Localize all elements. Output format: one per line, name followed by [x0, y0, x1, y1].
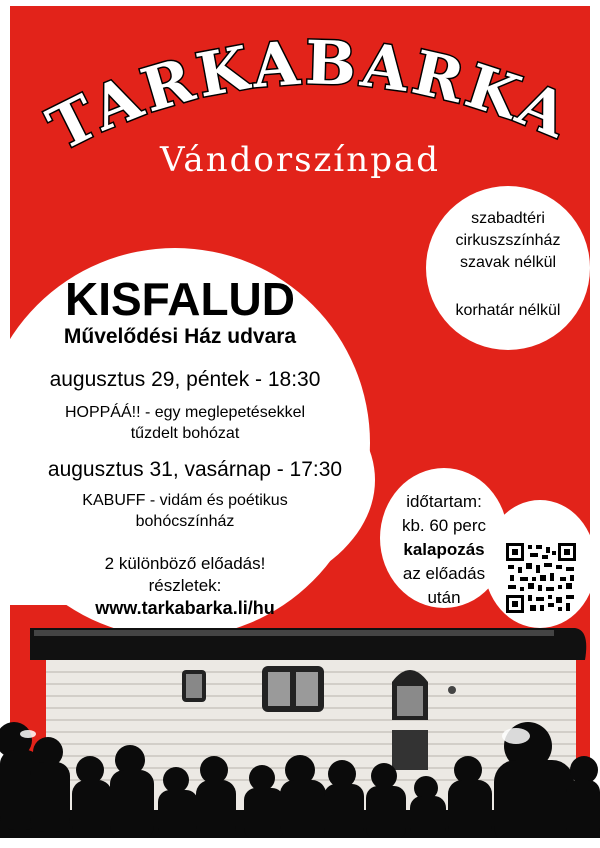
duration-info — [382, 490, 506, 610]
website-link[interactable]: www.tarkabarka.li/hu — [95, 598, 275, 618]
duration-value: kb. 60 perc — [401, 516, 487, 535]
performance-type-line2: cirkuszszínház — [455, 232, 561, 249]
city-name: KISFALUD — [65, 273, 295, 325]
bottom-border — [0, 838, 600, 848]
show-1-date: augusztus 29, péntek - 18:30 — [49, 368, 321, 391]
qr-code-icon — [506, 543, 576, 613]
caravan-scene — [0, 620, 600, 848]
show-1-description-line1: HOPPÁÁ!! - egy meglepetésekkel — [64, 404, 306, 421]
details-label: részletek: — [148, 576, 222, 595]
show-2-description-line2: bohócszínház — [135, 513, 235, 530]
show-1-description-line2: tűzdelt bohózat — [130, 425, 240, 442]
performance-type — [430, 208, 586, 274]
subtitle: Vándorszínpad — [159, 140, 441, 180]
show-2-description — [10, 490, 360, 532]
venue-name: Művelődési Ház udvara — [63, 325, 297, 348]
donation-line2: az előadás — [402, 564, 486, 583]
performance-type-line3: szavak nélkül — [459, 254, 557, 271]
two-shows-text: 2 különböző előadás! — [104, 554, 266, 573]
show-2-date: augusztus 31, vasárnap - 17:30 — [47, 458, 343, 481]
show-2-description-line1: KABUFF - vidám és poétikus — [82, 492, 288, 509]
donation-line3: után — [427, 588, 461, 607]
performance-type-line1: szabadtéri — [471, 210, 545, 227]
show-1-description — [10, 402, 360, 444]
main-title: TARKABARKA — [37, 28, 581, 165]
duration-label: időtartam: — [406, 492, 482, 511]
donation-label: kalapozás — [403, 540, 485, 559]
age-limit: korhatár nélkül — [455, 302, 561, 319]
